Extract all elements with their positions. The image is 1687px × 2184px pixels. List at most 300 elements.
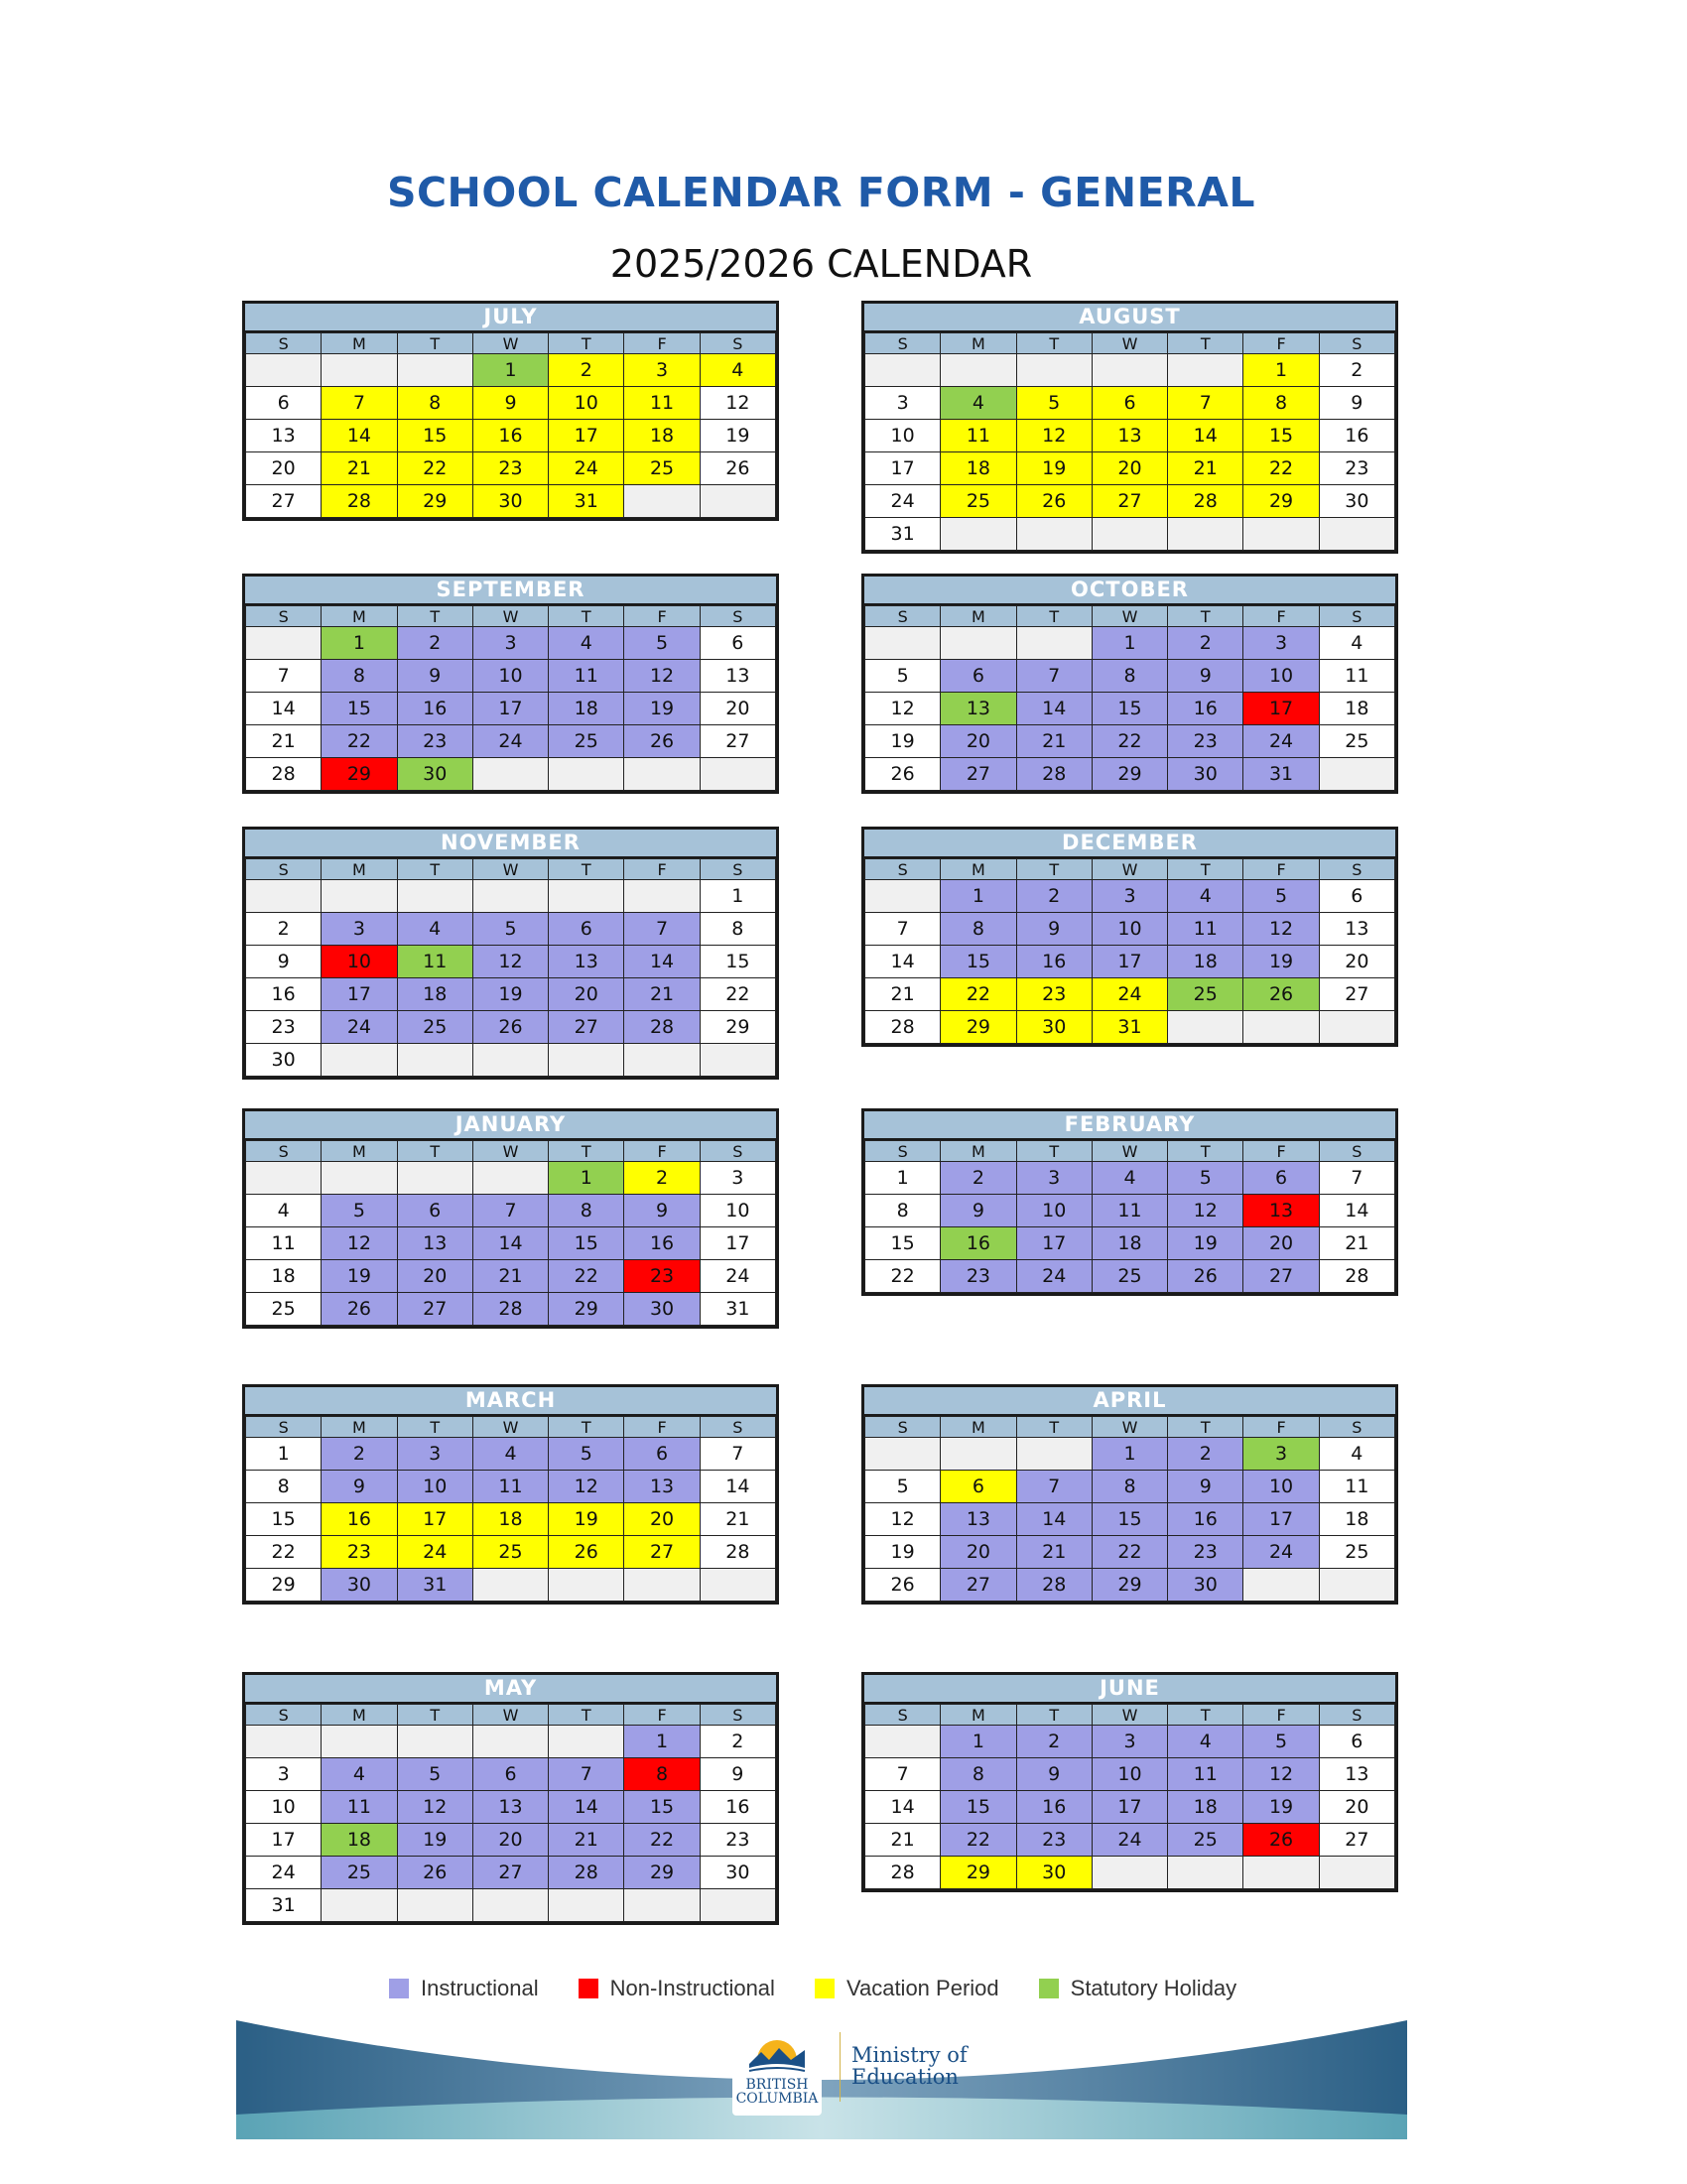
month-name: JANUARY: [245, 1111, 776, 1140]
day-cell: 27: [246, 485, 322, 518]
week-row: [246, 978, 776, 1011]
day-cell: 14: [472, 1227, 548, 1260]
day-cell: 10: [1092, 913, 1167, 946]
empty-day-cell: [941, 354, 1016, 387]
month-name: MARCH: [245, 1387, 776, 1416]
day-of-week: F: [624, 1141, 700, 1162]
day-cell: 1: [865, 1162, 941, 1195]
day-of-week: W: [472, 1705, 548, 1726]
empty-day-cell: [397, 1889, 472, 1922]
day-cell: 23: [700, 1824, 775, 1857]
empty-day-cell: [700, 1569, 775, 1602]
day-cell: 26: [1243, 1824, 1319, 1857]
day-cell: 19: [397, 1824, 472, 1857]
month-august: [861, 301, 1398, 554]
day-cell: 24: [1092, 978, 1167, 1011]
day-cell: 19: [865, 1536, 941, 1569]
day-cell: 30: [472, 485, 548, 518]
empty-day-cell: [246, 627, 322, 660]
day-cell: 2: [1168, 1438, 1243, 1471]
day-cell: 6: [1319, 880, 1394, 913]
day-of-week: M: [322, 859, 397, 880]
day-of-week: T: [549, 1141, 624, 1162]
day-cell: 28: [549, 1857, 624, 1889]
month-october: [861, 574, 1398, 794]
day-cell: 13: [941, 1503, 1016, 1536]
empty-day-cell: [322, 354, 397, 387]
day-of-week: S: [1319, 859, 1394, 880]
week-row: [246, 660, 776, 693]
day-cell: 7: [865, 1758, 941, 1791]
day-cell: 20: [397, 1260, 472, 1293]
day-cell: 13: [941, 693, 1016, 725]
day-cell: 15: [624, 1791, 700, 1824]
day-cell: 26: [472, 1011, 548, 1044]
day-cell: 27: [941, 1569, 1016, 1602]
day-cell: 10: [549, 387, 624, 420]
day-of-week: M: [941, 606, 1016, 627]
day-cell: 27: [549, 1011, 624, 1044]
day-of-week: T: [1016, 859, 1092, 880]
day-cell: 25: [941, 485, 1016, 518]
day-cell: 4: [1168, 880, 1243, 913]
empty-day-cell: [1319, 1569, 1394, 1602]
day-cell: 19: [1168, 1227, 1243, 1260]
week-row: [246, 1044, 776, 1077]
day-cell: 20: [1092, 452, 1167, 485]
day-cell: 11: [1168, 1758, 1243, 1791]
day-cell: 20: [549, 978, 624, 1011]
day-cell: 12: [1243, 913, 1319, 946]
day-cell: 26: [397, 1857, 472, 1889]
day-cell: 20: [246, 452, 322, 485]
empty-day-cell: [397, 1726, 472, 1758]
day-cell: 14: [1319, 1195, 1394, 1227]
day-cell: 4: [246, 1195, 322, 1227]
month-november: [242, 827, 779, 1080]
day-cell: 15: [549, 1227, 624, 1260]
day-cell: 15: [1243, 420, 1319, 452]
day-cell: 28: [1016, 758, 1092, 791]
day-cell: 31: [246, 1889, 322, 1922]
day-cell: 23: [1168, 1536, 1243, 1569]
day-of-week: S: [865, 1705, 941, 1726]
day-of-week: F: [1243, 333, 1319, 354]
day-cell: 22: [941, 978, 1016, 1011]
day-cell: 6: [472, 1758, 548, 1791]
day-cell: 23: [1016, 978, 1092, 1011]
month-name: DECEMBER: [864, 830, 1395, 858]
day-cell: 3: [397, 1438, 472, 1471]
day-cell: 17: [397, 1503, 472, 1536]
day-cell: 3: [1092, 880, 1167, 913]
day-cell: 3: [472, 627, 548, 660]
day-of-week: M: [322, 606, 397, 627]
day-cell: 19: [472, 978, 548, 1011]
day-cell: 7: [1016, 1471, 1092, 1503]
day-cell: 10: [865, 420, 941, 452]
day-cell: 10: [322, 946, 397, 978]
day-cell: 20: [472, 1824, 548, 1857]
day-cell: 10: [246, 1791, 322, 1824]
empty-day-cell: [1016, 1438, 1092, 1471]
day-cell: 27: [941, 758, 1016, 791]
day-cell: 22: [865, 1260, 941, 1293]
day-cell: 17: [549, 420, 624, 452]
day-cell: 1: [246, 1438, 322, 1471]
week-row: [246, 758, 776, 791]
day-cell: 16: [1168, 1503, 1243, 1536]
day-cell: 2: [700, 1726, 775, 1758]
week-row: [865, 1758, 1395, 1791]
day-cell: 19: [1016, 452, 1092, 485]
day-cell: 6: [1319, 1726, 1394, 1758]
empty-day-cell: [1243, 1857, 1319, 1889]
day-of-week: F: [624, 333, 700, 354]
day-cell: 16: [1016, 946, 1092, 978]
day-cell: 2: [246, 913, 322, 946]
day-cell: 22: [322, 725, 397, 758]
day-of-week: F: [624, 606, 700, 627]
day-cell: 14: [322, 420, 397, 452]
day-of-week: T: [1168, 1417, 1243, 1438]
week-row: [865, 518, 1395, 551]
day-cell: 2: [941, 1162, 1016, 1195]
day-cell: 4: [322, 1758, 397, 1791]
day-cell: 23: [1168, 725, 1243, 758]
day-cell: 24: [1243, 1536, 1319, 1569]
day-cell: 8: [941, 1758, 1016, 1791]
day-of-week: F: [624, 1417, 700, 1438]
day-cell: 23: [941, 1260, 1016, 1293]
day-cell: 1: [472, 354, 548, 387]
day-cell: 18: [246, 1260, 322, 1293]
day-cell: 29: [549, 1293, 624, 1326]
day-cell: 5: [865, 660, 941, 693]
day-cell: 10: [1092, 1758, 1167, 1791]
day-cell: 29: [246, 1569, 322, 1602]
empty-day-cell: [624, 880, 700, 913]
day-cell: 5: [1016, 387, 1092, 420]
day-cell: 31: [397, 1569, 472, 1602]
day-cell: 2: [397, 627, 472, 660]
day-cell: 9: [700, 1758, 775, 1791]
empty-day-cell: [624, 1569, 700, 1602]
day-cell: 9: [397, 660, 472, 693]
day-cell: 13: [1092, 420, 1167, 452]
day-of-week: M: [322, 1417, 397, 1438]
day-cell: 21: [246, 725, 322, 758]
day-cell: 20: [624, 1503, 700, 1536]
week-row: [865, 627, 1395, 660]
day-of-week: W: [1092, 1705, 1167, 1726]
day-cell: 16: [322, 1503, 397, 1536]
day-of-week: T: [1168, 333, 1243, 354]
day-cell: 16: [1319, 420, 1394, 452]
day-cell: 12: [865, 693, 941, 725]
week-row: [865, 660, 1395, 693]
day-cell: 16: [1168, 693, 1243, 725]
empty-day-cell: [700, 1044, 775, 1077]
day-of-week: F: [1243, 1417, 1319, 1438]
day-cell: 25: [472, 1536, 548, 1569]
day-cell: 13: [397, 1227, 472, 1260]
day-cell: 31: [1243, 758, 1319, 791]
day-of-week: F: [1243, 606, 1319, 627]
bc-logo: [732, 2030, 822, 2106]
empty-day-cell: [246, 354, 322, 387]
empty-day-cell: [865, 354, 941, 387]
day-cell: 9: [322, 1471, 397, 1503]
day-cell: 25: [1168, 978, 1243, 1011]
empty-day-cell: [1319, 1857, 1394, 1889]
week-row: [865, 1791, 1395, 1824]
day-cell: 2: [322, 1438, 397, 1471]
day-cell: 21: [322, 452, 397, 485]
day-cell: 19: [549, 1503, 624, 1536]
empty-day-cell: [1243, 1569, 1319, 1602]
week-row: [246, 1791, 776, 1824]
day-cell: 12: [397, 1791, 472, 1824]
bc-line2: COLUMBIA: [735, 2091, 819, 2107]
empty-day-cell: [549, 1726, 624, 1758]
day-cell: 4: [1092, 1162, 1167, 1195]
empty-day-cell: [1243, 518, 1319, 551]
day-of-week: S: [865, 859, 941, 880]
day-cell: 3: [1243, 1438, 1319, 1471]
day-cell: 28: [472, 1293, 548, 1326]
empty-day-cell: [472, 758, 548, 791]
day-cell: 18: [472, 1503, 548, 1536]
week-row: [865, 1260, 1395, 1293]
week-row: [246, 1438, 776, 1471]
day-cell: 30: [322, 1569, 397, 1602]
empty-day-cell: [322, 1162, 397, 1195]
day-cell: 28: [246, 758, 322, 791]
day-cell: 22: [941, 1824, 1016, 1857]
day-cell: 27: [700, 725, 775, 758]
day-cell: 8: [624, 1758, 700, 1791]
day-cell: 7: [1319, 1162, 1394, 1195]
swatch-non-instructional: [579, 1979, 598, 1998]
day-cell: 24: [865, 485, 941, 518]
day-cell: 17: [1092, 946, 1167, 978]
empty-day-cell: [624, 758, 700, 791]
day-of-week: S: [246, 1417, 322, 1438]
day-of-week: T: [1168, 859, 1243, 880]
day-cell: 29: [624, 1857, 700, 1889]
day-cell: 9: [1319, 387, 1394, 420]
empty-day-cell: [472, 1044, 548, 1077]
empty-day-cell: [549, 1569, 624, 1602]
week-row: [246, 1195, 776, 1227]
day-cell: 26: [322, 1293, 397, 1326]
week-row: [246, 1857, 776, 1889]
legend-item-statutory: [1039, 1976, 1237, 2001]
day-cell: 14: [700, 1471, 775, 1503]
empty-day-cell: [397, 1162, 472, 1195]
day-cell: 14: [1016, 1503, 1092, 1536]
day-cell: 19: [1243, 1791, 1319, 1824]
empty-day-cell: [246, 1162, 322, 1195]
day-of-week: W: [1092, 333, 1167, 354]
day-of-week: T: [549, 333, 624, 354]
day-cell: 13: [700, 660, 775, 693]
day-cell: 30: [700, 1857, 775, 1889]
empty-day-cell: [624, 1044, 700, 1077]
day-cell: 13: [472, 1791, 548, 1824]
empty-day-cell: [1016, 627, 1092, 660]
month-april: [861, 1384, 1398, 1605]
day-of-week: S: [246, 859, 322, 880]
legend-label: Instructional: [421, 1976, 539, 2000]
week-row: [865, 1536, 1395, 1569]
day-cell: 11: [941, 420, 1016, 452]
week-row: [865, 725, 1395, 758]
day-cell: 3: [624, 354, 700, 387]
day-cell: 15: [246, 1503, 322, 1536]
week-row: [246, 387, 776, 420]
day-cell: 7: [865, 913, 941, 946]
empty-day-cell: [1016, 354, 1092, 387]
day-of-week: M: [322, 333, 397, 354]
day-of-week: S: [700, 859, 775, 880]
day-cell: 21: [472, 1260, 548, 1293]
day-cell: 6: [397, 1195, 472, 1227]
day-cell: 22: [624, 1824, 700, 1857]
day-of-week: S: [1319, 606, 1394, 627]
day-cell: 5: [397, 1758, 472, 1791]
day-cell: 13: [246, 420, 322, 452]
day-cell: 21: [624, 978, 700, 1011]
day-cell: 17: [246, 1824, 322, 1857]
day-cell: 24: [1016, 1260, 1092, 1293]
month-december: [861, 827, 1398, 1047]
day-cell: 30: [397, 758, 472, 791]
day-cell: 22: [246, 1536, 322, 1569]
day-cell: 27: [1243, 1260, 1319, 1293]
week-row: [865, 1195, 1395, 1227]
empty-day-cell: [1319, 518, 1394, 551]
day-cell: 27: [1092, 485, 1167, 518]
day-cell: 25: [1092, 1260, 1167, 1293]
empty-day-cell: [1092, 1857, 1167, 1889]
week-row: [246, 725, 776, 758]
day-cell: 29: [1092, 758, 1167, 791]
day-of-week: W: [1092, 1141, 1167, 1162]
day-cell: 9: [246, 946, 322, 978]
day-cell: 2: [1319, 354, 1394, 387]
day-of-week: T: [549, 1705, 624, 1726]
day-cell: 12: [1168, 1195, 1243, 1227]
week-row: [246, 485, 776, 518]
day-cell: 6: [941, 1471, 1016, 1503]
day-cell: 21: [865, 1824, 941, 1857]
day-cell: 6: [624, 1438, 700, 1471]
day-cell: 31: [865, 518, 941, 551]
day-cell: 3: [1016, 1162, 1092, 1195]
swatch-statutory: [1039, 1979, 1059, 1998]
day-of-week: M: [941, 1417, 1016, 1438]
day-cell: 22: [1092, 1536, 1167, 1569]
day-cell: 5: [472, 913, 548, 946]
day-cell: 14: [1016, 693, 1092, 725]
day-cell: 18: [1319, 1503, 1394, 1536]
day-cell: 2: [624, 1162, 700, 1195]
day-cell: 9: [941, 1195, 1016, 1227]
week-row: [246, 1536, 776, 1569]
day-cell: 12: [624, 660, 700, 693]
empty-day-cell: [322, 1044, 397, 1077]
day-cell: 8: [1092, 660, 1167, 693]
day-cell: 21: [549, 1824, 624, 1857]
day-cell: 5: [1243, 1726, 1319, 1758]
day-cell: 3: [1092, 1726, 1167, 1758]
day-cell: 10: [700, 1195, 775, 1227]
day-cell: 22: [700, 978, 775, 1011]
day-cell: 28: [624, 1011, 700, 1044]
week-row: [246, 1227, 776, 1260]
day-of-week: W: [1092, 1417, 1167, 1438]
day-cell: 3: [322, 913, 397, 946]
day-cell: 8: [1243, 387, 1319, 420]
day-of-week: M: [941, 859, 1016, 880]
day-cell: 22: [1243, 452, 1319, 485]
day-cell: 7: [624, 913, 700, 946]
day-cell: 15: [1092, 693, 1167, 725]
day-cell: 23: [246, 1011, 322, 1044]
day-cell: 5: [322, 1195, 397, 1227]
empty-day-cell: [472, 1889, 548, 1922]
empty-day-cell: [322, 1889, 397, 1922]
day-cell: 19: [322, 1260, 397, 1293]
empty-day-cell: [549, 758, 624, 791]
day-cell: 23: [322, 1536, 397, 1569]
day-cell: 23: [1016, 1824, 1092, 1857]
day-cell: 22: [1092, 725, 1167, 758]
day-of-week: M: [941, 1141, 1016, 1162]
day-cell: 19: [624, 693, 700, 725]
day-cell: 24: [472, 725, 548, 758]
legend-item-instructional: [389, 1976, 539, 2001]
month-name: SEPTEMBER: [245, 577, 776, 605]
week-row: [246, 1471, 776, 1503]
day-of-week: W: [472, 859, 548, 880]
day-cell: 29: [941, 1857, 1016, 1889]
week-row: [246, 1162, 776, 1195]
day-cell: 10: [1016, 1195, 1092, 1227]
day-of-week: S: [246, 333, 322, 354]
empty-day-cell: [700, 485, 775, 518]
day-cell: 19: [1243, 946, 1319, 978]
empty-day-cell: [246, 1726, 322, 1758]
day-cell: 21: [1016, 1536, 1092, 1569]
day-cell: 10: [472, 660, 548, 693]
day-of-week: T: [1016, 606, 1092, 627]
week-row: [246, 1726, 776, 1758]
empty-day-cell: [549, 1889, 624, 1922]
day-of-week: T: [1168, 606, 1243, 627]
empty-day-cell: [624, 1889, 700, 1922]
day-cell: 12: [322, 1227, 397, 1260]
week-row: [865, 1857, 1395, 1889]
day-cell: 17: [1016, 1227, 1092, 1260]
day-cell: 25: [322, 1857, 397, 1889]
day-of-week: S: [700, 1141, 775, 1162]
day-of-week: F: [1243, 1705, 1319, 1726]
day-cell: 16: [246, 978, 322, 1011]
day-cell: 6: [941, 660, 1016, 693]
